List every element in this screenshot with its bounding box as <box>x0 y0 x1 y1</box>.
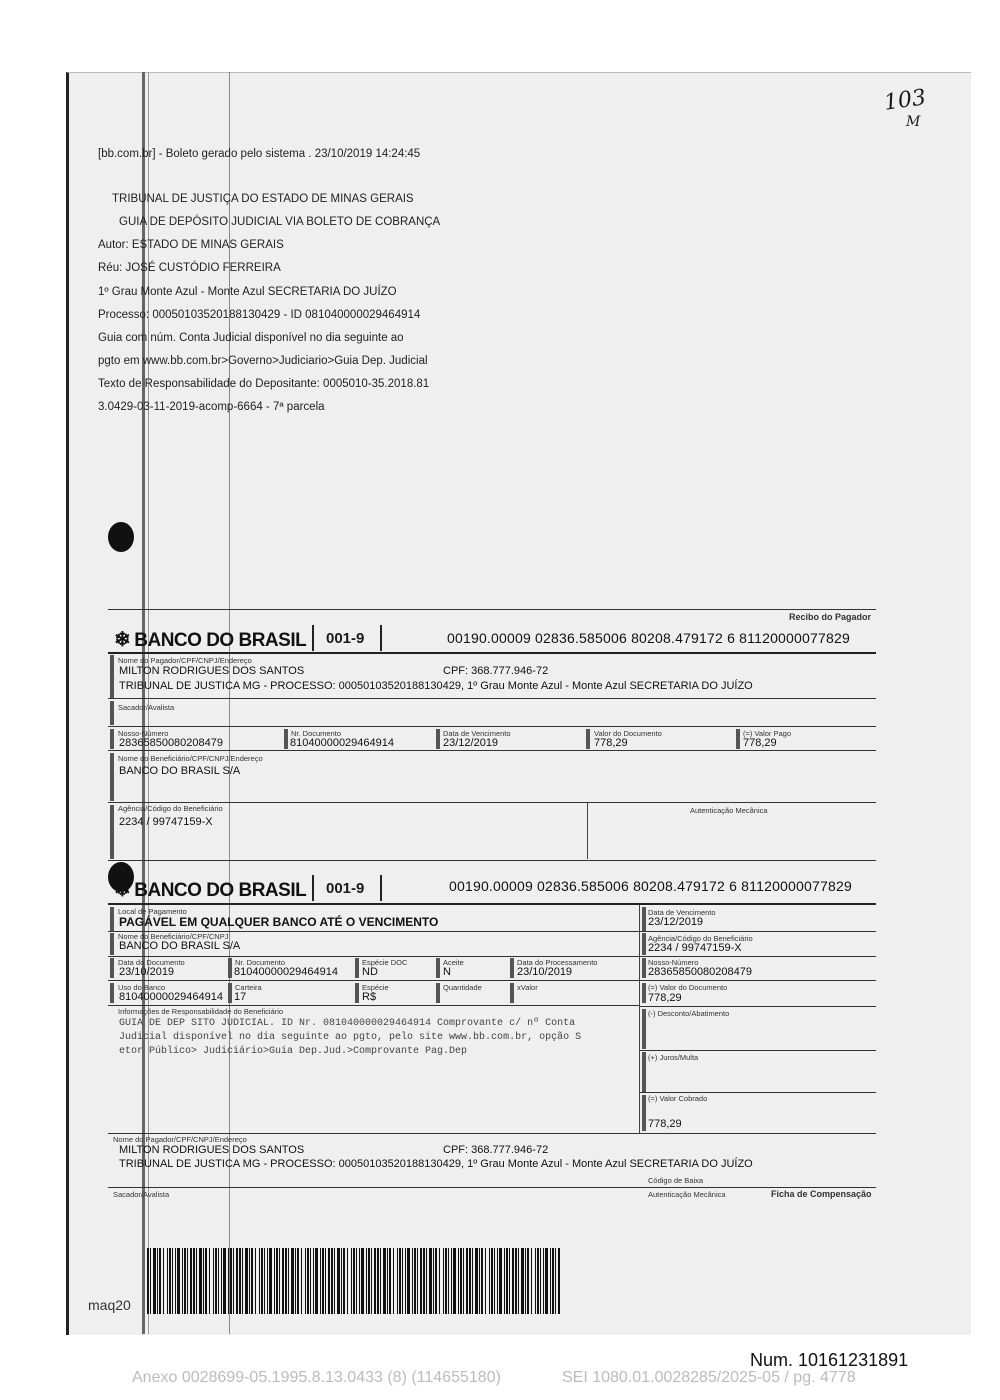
payer-address: TRIBUNAL DE JUSTICA MG - PROCESSO: 00050103520188130429, 1º Grau Monte Azul - Monte Azul SECRETARIA DO JUÍZO <box>119 1158 753 1170</box>
info-line: GUIA DE DEP SITO JUDICIAL. ID Nr. 081040000029464914 Comprovante c/ nº Conta <box>119 1018 576 1029</box>
guide-title: GUIA DE DEPÓSITO JUDICIAL VIA BOLETO DE COBRANÇA <box>119 216 441 228</box>
field-marker <box>586 729 590 749</box>
cobrado-label: (=) Valor Cobrado <box>648 1094 708 1103</box>
info-line: etor Público> Judiciário>Guia Dep.Jud.>Comprovante Pag.Dep <box>119 1046 468 1057</box>
rule <box>108 903 876 905</box>
ficha-label: Ficha de Compensação <box>771 1189 872 1199</box>
vencimento-label: Data de Vencimento <box>648 908 716 917</box>
uso-banco-label: Uso do Banco <box>118 983 166 992</box>
nr-documento: 81040000029464914 <box>290 737 395 749</box>
court-line: 1º Grau Monte Azul - Monte Azul SECRETARIA DO JUÍZO <box>98 286 397 298</box>
especie-doc: ND <box>362 966 378 978</box>
rule <box>108 698 876 699</box>
valor-doc-label: (=) Valor do Documento <box>648 983 728 992</box>
carteira-label: Carteira <box>235 983 262 992</box>
beneficiary: BANCO DO BRASIL S/A <box>119 940 241 952</box>
payer-label: Nome do Pagador/CPF/CNPJ/Endereço <box>118 656 252 665</box>
field-marker <box>110 655 114 699</box>
rule <box>108 1005 639 1006</box>
receipt-title: Recibo do Pagador <box>789 612 872 622</box>
divider <box>312 625 314 651</box>
field-marker <box>110 933 114 955</box>
data-doc-label: Data do Documento <box>118 958 185 967</box>
local-label: Local de Pagamento <box>118 907 187 916</box>
divider <box>312 875 314 901</box>
rule <box>640 1092 876 1093</box>
rule <box>108 860 876 861</box>
drawer-label: Sacador/Avalista <box>118 703 175 712</box>
uso-banco: 81040000029464914 <box>119 991 224 1003</box>
right-column-divider <box>639 905 640 1133</box>
field-marker <box>110 729 114 749</box>
aceite-label: Aceite <box>443 958 464 967</box>
agency-label: Agência/Código do Beneficiário <box>118 804 223 813</box>
valor-doc: 778,29 <box>648 992 682 1004</box>
data-proc-label: Data do Processamento <box>517 958 598 967</box>
divider <box>380 625 382 651</box>
annex-reference: Anexo 0028699-05.1995.8.13.0433 (8) (114655180) <box>132 1369 501 1386</box>
rule <box>108 980 876 981</box>
receipt-top-rule <box>108 609 876 610</box>
rule <box>108 726 876 727</box>
payer-name: MILTON RODRIGUES DOS SANTOS <box>119 665 305 677</box>
especie-label: Espécie <box>362 983 389 992</box>
valor-pago: 778,29 <box>743 737 777 749</box>
sei-reference: SEI 1080.01.0028285/2025-05 / pg. 4778 <box>562 1369 856 1386</box>
rule <box>640 1006 876 1007</box>
bank-name: BANCO DO BRASIL <box>134 630 307 651</box>
rule <box>640 931 876 932</box>
field-marker <box>436 729 440 749</box>
field-marker <box>510 983 514 1003</box>
nosso-numero-label: Nosso-Número <box>118 729 169 738</box>
responsibility-line: Texto de Responsabilidade do Depositante: 0005010-35.2018.81 <box>98 378 430 390</box>
digitable-line: 00190.00009 02836.585006 80208.479172 6 81120000077829 <box>447 630 850 646</box>
field-marker <box>228 983 232 1003</box>
payer-name: MILTON RODRIGUES DOS SANTOS <box>119 1144 305 1156</box>
nr-doc: 81040000029464914 <box>234 966 339 978</box>
carteira: 17 <box>234 991 247 1003</box>
court-title: TRIBUNAL DE JUSTIÇA DO ESTADO DE MINAS GERAIS <box>112 193 414 205</box>
field-marker <box>642 933 646 955</box>
especie-doc-label: Espécie DOC <box>362 958 408 967</box>
rule <box>108 956 876 957</box>
bank-logo <box>114 877 306 902</box>
especie: R$ <box>362 991 377 1003</box>
payer-cpf: CPF: 368.777.946-72 <box>443 1144 549 1156</box>
digitable-line: 00190.00009 02836.585006 80208.479172 6 81120000077829 <box>449 878 852 894</box>
nosso-numero-label: Nosso-Número <box>648 958 699 967</box>
handwritten-mark: M <box>906 114 921 130</box>
installment-line: 3.0429-03-11-2019-acomp-6664 - 7ª parcela <box>98 401 325 413</box>
agency: 2234 / 99747159-X <box>648 942 742 954</box>
field-marker <box>355 958 359 978</box>
desconto-label: (-) Desconto/Abatimento <box>648 1009 730 1018</box>
nosso-numero: 28365850080208479 <box>648 966 753 978</box>
bank-logo-icon: ❄ <box>114 879 131 901</box>
document-number: Num. 10161231891 <box>750 1350 909 1370</box>
field-marker <box>436 983 440 1003</box>
field-marker <box>642 907 646 931</box>
bank-logo <box>114 627 306 652</box>
guide-url-line: pgto em www.bb.com.br>Governo>Judiciario>Guia Dep. Judicial <box>98 355 428 367</box>
valor-doc: 778,29 <box>594 737 628 749</box>
auth-label: Autenticação Mecânica <box>690 806 768 815</box>
nr-doc-label: Nr. Documento <box>235 958 286 967</box>
valor-doc-label: Valor do Documento <box>594 729 662 738</box>
divider <box>587 803 588 859</box>
info-line: Judicial disponível no dia seguinte ao pgto, pelo site www.bb.com.br, opção S <box>119 1032 582 1043</box>
field-marker <box>110 753 114 801</box>
rule <box>108 1187 876 1188</box>
field-marker <box>642 958 646 978</box>
bank-name: BANCO DO BRASIL <box>134 880 307 901</box>
payer-label: Nome do Pagador/CPF/CNPJ/Endereço <box>113 1135 247 1144</box>
field-marker <box>510 958 514 978</box>
data-doc: 23/10/2019 <box>119 966 175 978</box>
cobrado: 778,29 <box>648 1118 682 1130</box>
field-marker <box>736 729 740 749</box>
bank-code: 001-9 <box>326 880 365 897</box>
field-marker <box>642 1052 646 1092</box>
system-line: [bb.com.br] - Boleto gerado pelo sistema . 23/10/2019 14:24:45 <box>98 148 421 160</box>
divider <box>380 875 382 901</box>
field-marker <box>355 983 359 1003</box>
nr-documento-label: Nr. Documento <box>291 729 342 738</box>
field-marker <box>642 983 646 1003</box>
nosso-numero: 28365850080208479 <box>119 737 224 749</box>
quantidade-label: Quantidade <box>443 983 482 992</box>
guide-note-line: Guia com núm. Conta Judicial disponível no dia seguinte ao <box>98 332 404 344</box>
scanner-tag: maq20 <box>88 1297 131 1313</box>
beneficiary: BANCO DO BRASIL S/A <box>119 765 241 777</box>
vencimento: 23/12/2019 <box>648 916 704 928</box>
vencimento-label: Data de Vencimento <box>443 729 511 738</box>
field-marker <box>110 907 114 931</box>
valor-pago-label: (=) Valor Pago <box>743 729 792 738</box>
drawer-label: Sacador/Avalista <box>113 1190 170 1199</box>
rule <box>108 652 876 654</box>
punch-hole <box>108 522 134 552</box>
field-marker <box>642 1009 646 1049</box>
bank-logo-icon: ❄ <box>114 629 131 651</box>
rule <box>108 750 876 751</box>
process-line: Processo: 00050103520188130429 - ID 081040000029464914 <box>98 309 421 321</box>
field-marker <box>110 805 114 859</box>
field-marker <box>110 701 114 725</box>
beneficiary-label: Nome do Beneficiário/CPF/CNPJ <box>118 932 229 941</box>
barcode-bar <box>560 1248 561 1314</box>
auth-label: Autenticação Mecânica <box>648 1190 726 1199</box>
info-label: Informações de Responsabilidade do Beneficiário <box>118 1007 284 1016</box>
beneficiary-label: Nome do Beneficiário/CPF/CNPJ/Endereço <box>118 754 263 763</box>
barcode <box>147 1248 563 1314</box>
agency: 2234 / 99747159-X <box>119 816 213 828</box>
handwritten-page-number: 103 <box>882 85 928 116</box>
payer-cpf: CPF: 368.777.946-72 <box>443 665 549 677</box>
juros-label: (+) Juros/Multa <box>648 1053 699 1062</box>
field-marker <box>228 958 232 978</box>
field-marker <box>642 1095 646 1131</box>
field-marker <box>436 958 440 978</box>
author-line: Autor: ESTADO DE MINAS GERAIS <box>98 239 284 251</box>
data-proc: 23/10/2019 <box>517 966 573 978</box>
codigo-baixa-label: Código de Baixa <box>648 1176 704 1185</box>
aceite: N <box>443 966 451 978</box>
vencimento: 23/12/2019 <box>443 737 499 749</box>
agency-label: Agência/Código do Beneficiário <box>648 934 753 943</box>
local: PAGÁVEL EM QUALQUER BANCO ATÉ O VENCIMENTO <box>119 915 439 929</box>
defendant-line: Réu: JOSÉ CUSTÓDIO FERREIRA <box>98 262 281 274</box>
rule <box>108 1133 876 1134</box>
payer-address: TRIBUNAL DE JUSTICA MG - PROCESSO: 00050103520188130429, 1º Grau Monte Azul - Monte Azul SECRETARIA DO JUÍZO <box>119 680 753 692</box>
field-marker <box>110 983 114 1003</box>
rule <box>108 802 876 803</box>
rule <box>640 1050 876 1051</box>
xvalor-label: xValor <box>517 983 538 992</box>
field-marker <box>110 958 114 978</box>
field-marker <box>284 729 288 749</box>
bank-code: 001-9 <box>326 630 365 647</box>
